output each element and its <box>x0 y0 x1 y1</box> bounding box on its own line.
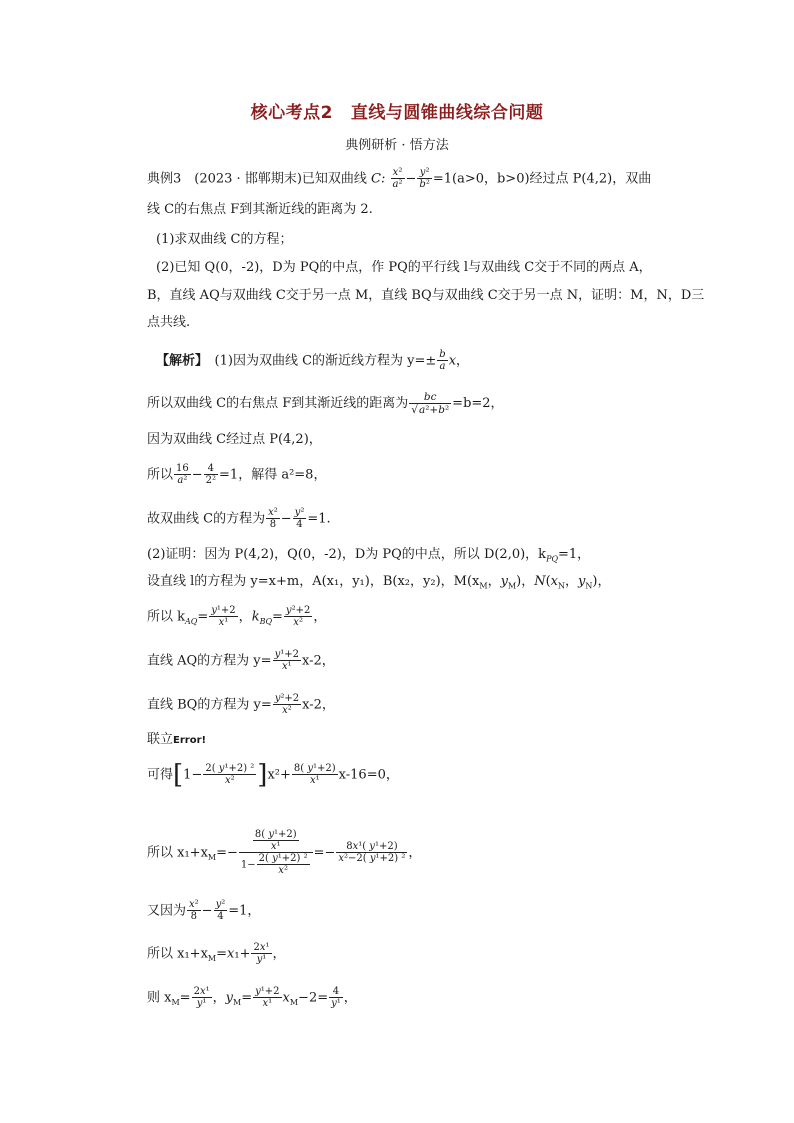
solution-line-7: 设直线 l的方程为 y=x+m，A(x₁，y₁)，B(x₂，y₂)，$M(x_M$，$y_M$)，$N(x_N$，$y_N$)， <box>147 574 611 591</box>
problem-line-1: 典例3 (2023 · 邯郸期末)已知双曲线 C: $\frac{\text{x²}}{\text{a²}}$ − $\frac{\text{y²}}{\text{b²}}$ =1(a>0，b>0)经过点 P(4,2)，双曲 <box>147 167 652 190</box>
solution-line-2: 所以双曲线 C的右焦点 F到其渐近线的距离为 $\frac{bc}{\text{√a²+b²}}$ =b=2， <box>147 391 504 416</box>
solution-line-15: 所以 $x_1+x_M=x_1+$ $\frac{\text{2x¹}}{\text{y¹}}$ ， <box>147 942 286 965</box>
solution-line-9: 直线 AQ的方程为 y= $\frac{\text{y¹+2}}{\text{x¹}}$ x-2， <box>147 649 335 672</box>
solution-line-8: 所以 $k_{AQ}=$ $\frac{\text{y¹+2}}{\text{x¹}}$ ，$k_{BQ}=$ $\frac{\text{y²+2}}{\text{x²}}$ ， <box>147 605 327 628</box>
section-title-number: 核心考点2 <box>250 103 333 123</box>
solution-line-3: 因为双曲线 C经过点 P(4,2)， <box>147 432 322 447</box>
solution-line-14: 又因为 $\frac{\text{x²}}{8}$ − $\frac{\text{y²}}{4}$ =1， <box>147 899 261 922</box>
solution-line-5: 故双曲线 C的方程为 $\frac{\text{x²}}{8}$ − $\frac{\text{y²}}{4}$ =1. <box>147 507 331 530</box>
solution-line-10: 直线 BQ的方程为 y= $\frac{\text{y²+2}}{\text{x²}}$ x-2， <box>147 693 335 716</box>
section-title <box>0 98 794 123</box>
solution-line-16: 则 $x_M=$ $\frac{\text{2x¹}}{\text{y¹}}$ ，$y_M=$ $\frac{\text{y¹+2}}{\text{x¹}}$ $x_M-2=$ $\frac{4}{\text{y¹}}$ ， <box>147 986 357 1009</box>
section-subtitle: 典例研析 · 悟方法 <box>345 138 449 153</box>
solution-line-13: 所以 $x_1+x_M=-$ $\frac{\text{8( y¹+2)}}{\text{x¹}}$ 1− $\frac{\text{2( y¹+2) ²}}{\text{x²}}$ =− $\frac{\text{8x¹( y¹+2)}}{\text{x²−2( y¹+2) ²}}$ ， <box>147 829 422 876</box>
solution-line-12: 可得[1− $\frac{\text{2( y¹+2) ²}}{\text{x²}}$ ]x²+ $\frac{\text{8( y¹+2)}}{\text{x¹}}$ x-16=0， <box>147 760 399 790</box>
section-title-text: 直线与圆锥曲线综合问题 <box>350 103 544 123</box>
solution-line-4: 所以 $\frac{16}{\text{a²}}$ − $\frac{4}{\text{2²}}$ =1，解得 a²=8， <box>147 463 327 486</box>
solution-line-11: 联立Error! <box>147 732 207 747</box>
question-2-line-3: 点共线. <box>147 315 191 330</box>
solution-tag: 【解析】 <box>156 353 202 369</box>
question-2-line-2: B，直线 AQ与双曲线 C交于另一点 M，直线 BQ与双曲线 C交于另一点 N，证明：M，N，D三 <box>147 288 705 303</box>
solution-line-6: (2)证明：因为 P(4,2)，Q(0，-2)，D为 PQ的中点，所以 D(2,0)，$k_{PQ}=1$， <box>147 547 591 564</box>
question-1: (1)求双曲线 C的方程； <box>156 232 293 247</box>
question-2-line-1: (2)已知 Q(0，-2)，D为 PQ的中点，作 PQ的平行线 l与双曲线 C交于不同的两点 A， <box>156 260 652 275</box>
problem-line-2: 线 C的右焦点 F到其渐近线的距离为 2. <box>147 202 373 217</box>
solution-line-1: 【解析】 (1)因为双曲线 C的渐近线方程为 y=± $\frac{b}{a}$ x， <box>156 349 470 372</box>
